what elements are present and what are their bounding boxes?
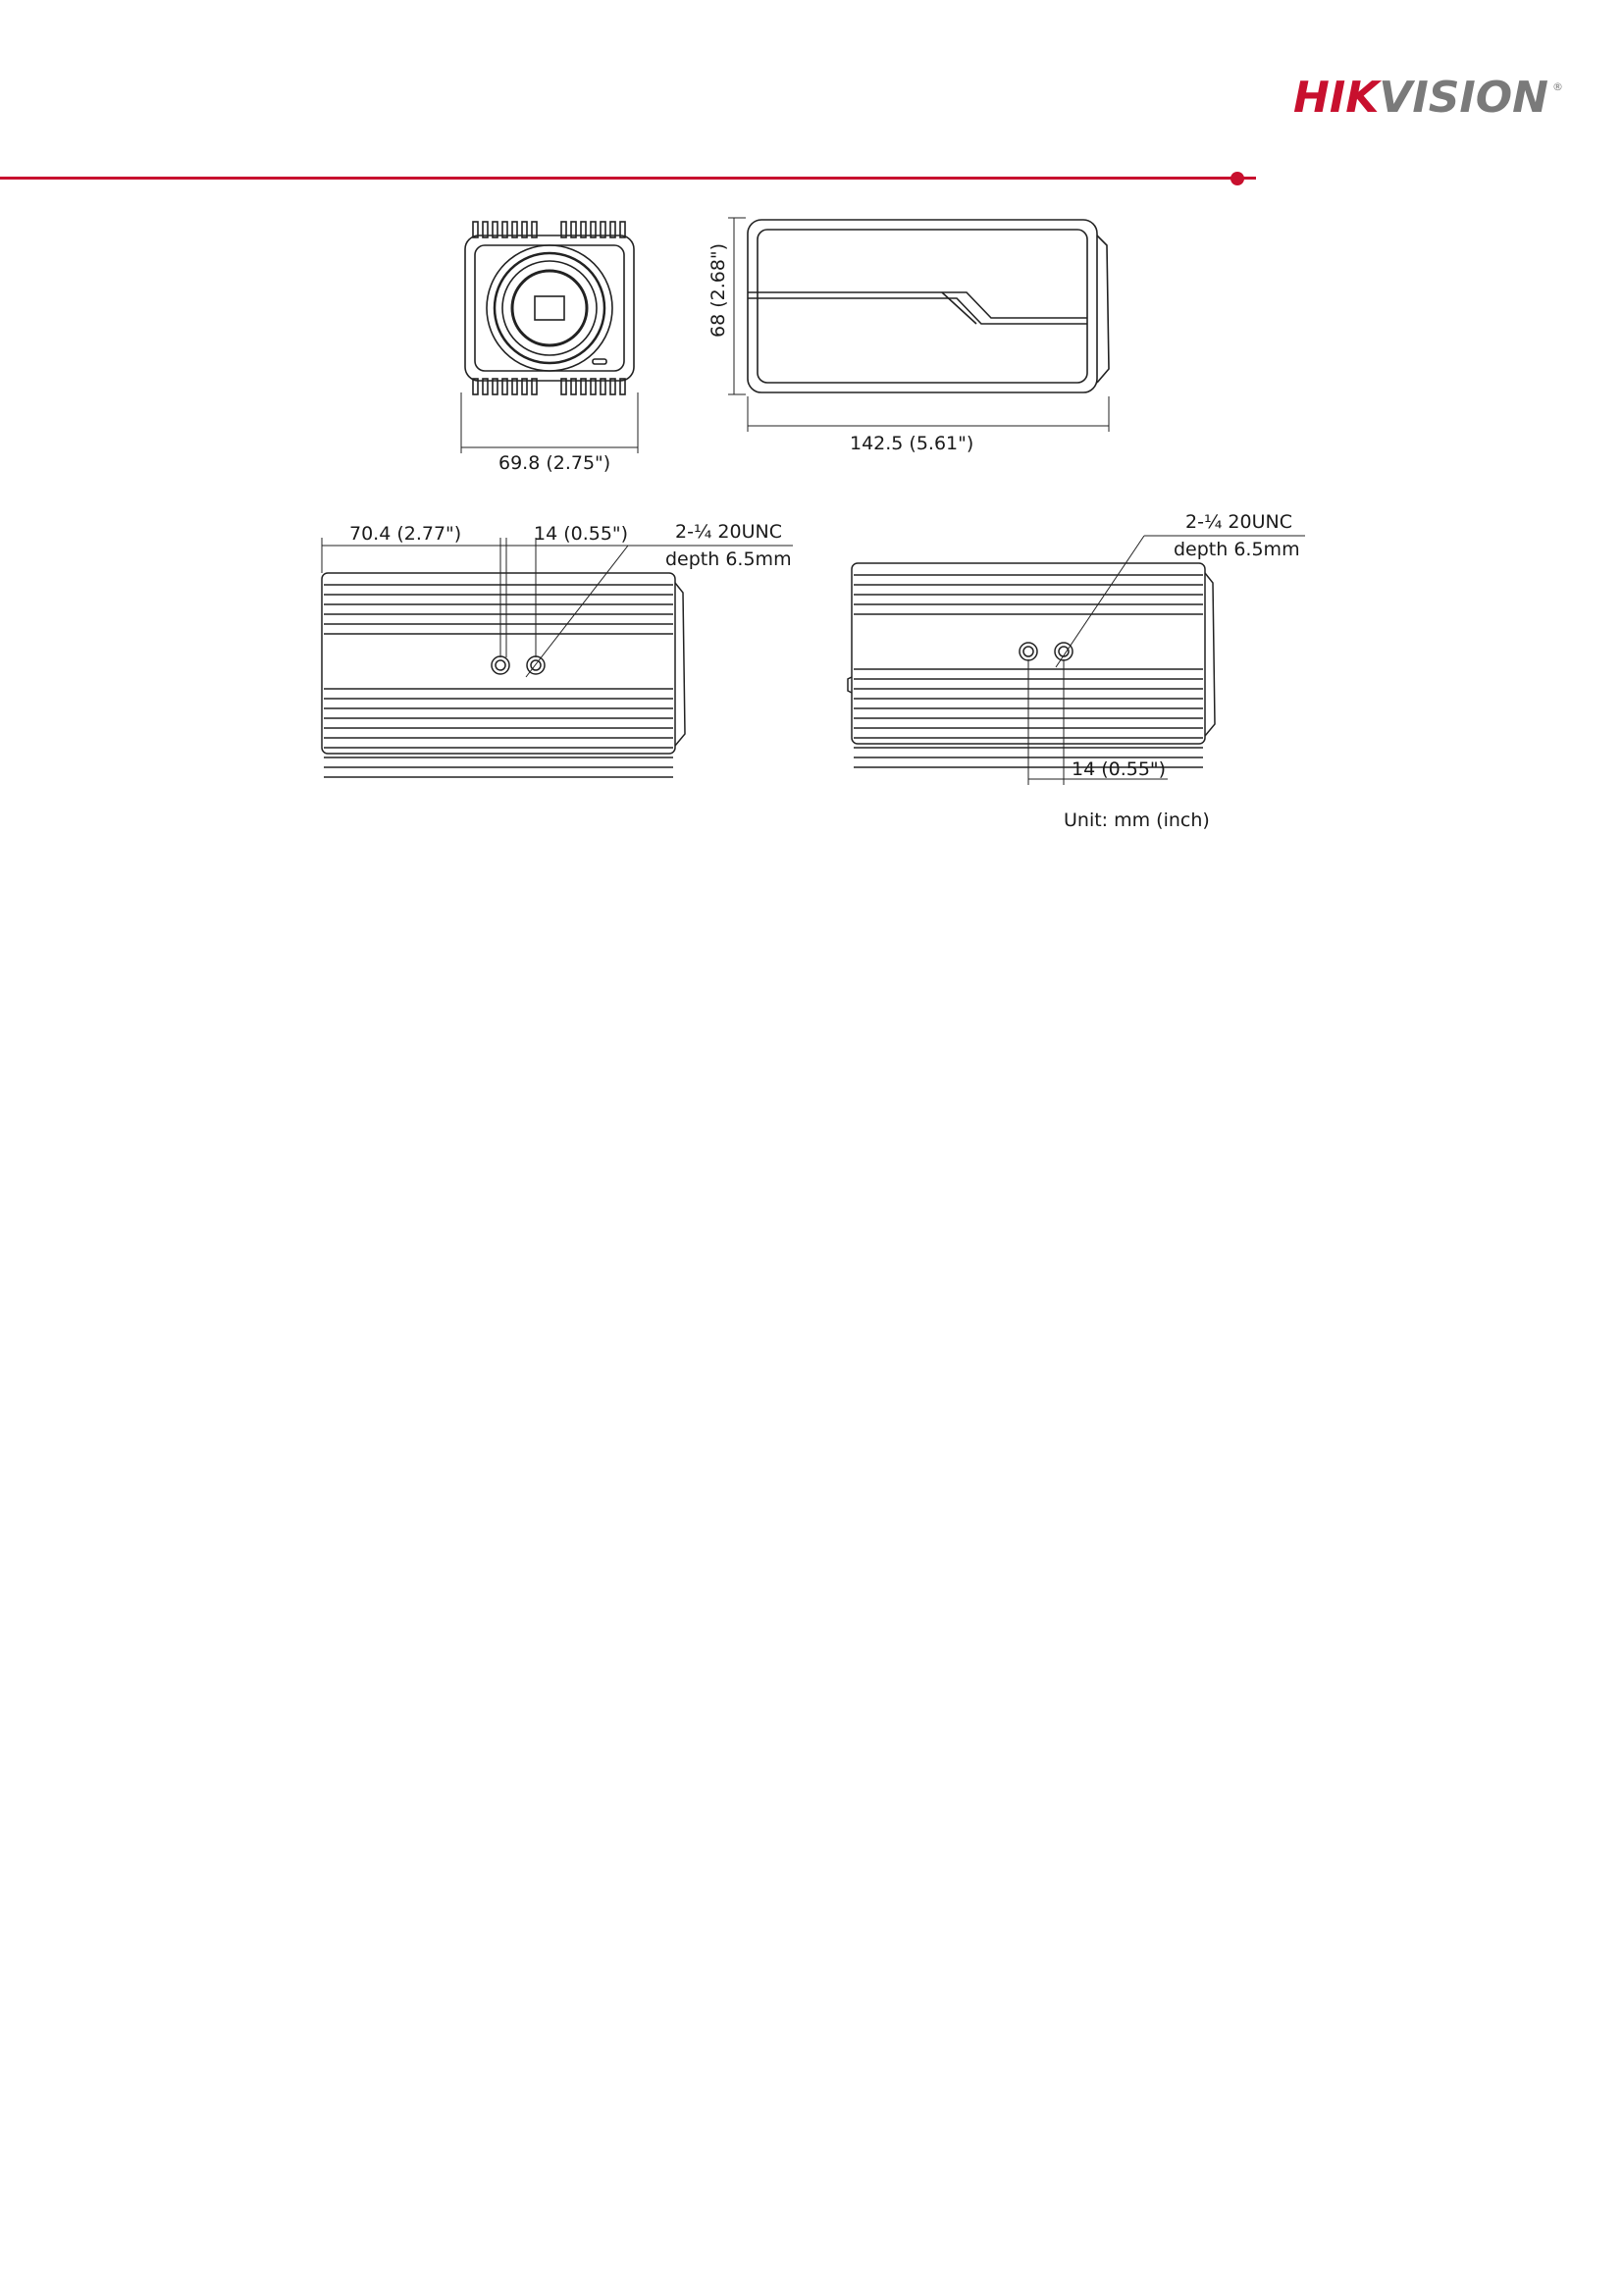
- top-depth-label: depth 6.5mm: [1174, 539, 1300, 560]
- side-view: [728, 218, 1109, 432]
- logo-hik: HIK: [1293, 75, 1380, 118]
- bottom-view: [322, 538, 793, 777]
- top-spacing-label: 14 (0.55"): [1072, 758, 1167, 780]
- bottom-mount-hole-1: [492, 656, 509, 674]
- front-view: [461, 222, 638, 453]
- side-panel: [758, 230, 1087, 383]
- bottom-thread-label: 2-¼ 20UNC: [675, 521, 782, 543]
- side-height-label: 68 (2.68"): [707, 242, 729, 338]
- side-length-label: 142.5 (5.61"): [850, 433, 974, 454]
- sensor-window: [535, 296, 564, 320]
- top-mount-hole-1-inner: [1023, 647, 1033, 656]
- bottom-offset-label: 70.4 (2.77"): [349, 523, 462, 545]
- top-rear-cap: [1205, 573, 1215, 736]
- bottom-rear-cap: [675, 583, 685, 746]
- front-led: [593, 359, 606, 364]
- front-width-label: 69.8 (2.75"): [498, 452, 611, 474]
- lens-glass: [512, 271, 587, 345]
- bottom-fins: [324, 585, 673, 777]
- bottom-depth-label: depth 6.5mm: [665, 548, 792, 570]
- top-view: [848, 536, 1305, 785]
- side-seam-curve-bottom: [922, 298, 1087, 324]
- lens-ring-outer: [487, 245, 612, 371]
- bottom-body: [322, 573, 675, 754]
- lens-ring-inner: [502, 261, 597, 355]
- logo-vision: VISION: [1379, 75, 1549, 118]
- top-mount-hole-1: [1020, 643, 1037, 660]
- front-face: [475, 245, 624, 371]
- registered-mark: ®: [1552, 80, 1563, 93]
- top-leader: [1056, 536, 1144, 667]
- side-body: [748, 220, 1097, 392]
- bottom-mount-hole-1-inner: [496, 660, 505, 670]
- top-mount-hole-2: [1055, 643, 1073, 660]
- bottom-spacing-label: 14 (0.55"): [534, 523, 629, 545]
- bottom-mount-hole-2: [527, 656, 545, 674]
- front-body: [465, 235, 634, 381]
- side-rear-cap: [1097, 235, 1109, 383]
- top-thread-label: 2-¼ 20UNC: [1185, 511, 1292, 533]
- unit-note: Unit: mm (inch): [1064, 809, 1210, 831]
- bottom-leader: [526, 546, 628, 677]
